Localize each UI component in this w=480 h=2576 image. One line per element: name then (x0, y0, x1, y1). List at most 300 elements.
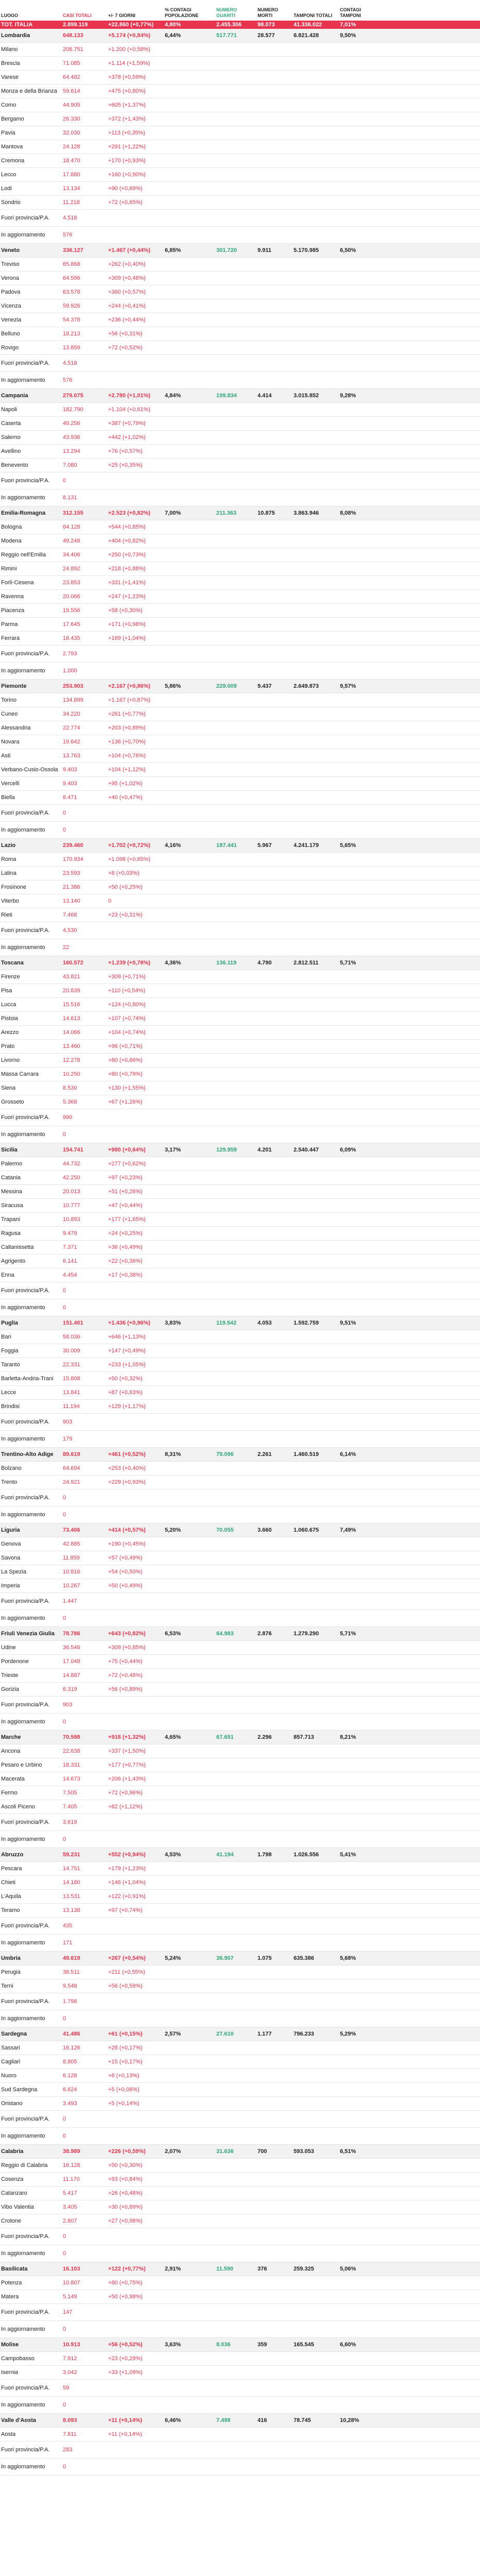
region-cases: 253.903 (62, 680, 107, 693)
table-cell (374, 1800, 409, 1814)
table-cell (164, 341, 215, 355)
table-cell (409, 2173, 480, 2187)
table-cell (164, 1241, 215, 1255)
table-cell (409, 2442, 480, 2459)
province-row (0, 1641, 480, 1655)
table-cell (215, 1095, 256, 1109)
region-row[interactable] (0, 1627, 480, 1641)
table-cell (339, 1026, 374, 1040)
table-cell (256, 805, 293, 822)
table-cell (374, 632, 409, 646)
province-row (0, 140, 480, 154)
province-name: Foggia (0, 1344, 62, 1358)
table-cell (256, 1904, 293, 1918)
province-cases: 208.751 (62, 43, 107, 57)
province-delta: +146 (+1,04%) (107, 1876, 164, 1890)
region-tamponi: 1.279.290 (293, 1627, 339, 1641)
table-cell (339, 998, 374, 1012)
table-cell (256, 1890, 293, 1904)
table-cell (256, 1683, 293, 1697)
table-cell (409, 112, 480, 126)
province-row (0, 459, 480, 472)
table-cell (293, 562, 339, 576)
region-guariti: 36.907 (215, 1952, 256, 1965)
province-name: Sondrio (0, 196, 62, 210)
province-row (0, 939, 480, 956)
table-cell (164, 258, 215, 272)
table-cell (374, 548, 409, 562)
table-cell (164, 632, 215, 646)
table-cell (256, 1876, 293, 1890)
table-cell (164, 154, 215, 168)
table-cell (256, 1565, 293, 1579)
table-cell (374, 506, 409, 520)
table-cell (256, 1462, 293, 1476)
region-ratio: 8,21% (339, 1731, 374, 1744)
province-cases: 17.048 (62, 1655, 107, 1669)
table-cell (293, 1683, 339, 1697)
table-cell (215, 1772, 256, 1786)
table-cell (256, 1800, 293, 1814)
table-cell (409, 1227, 480, 1241)
province-delta: +250 (+0,73%) (107, 548, 164, 562)
province-cases: 13.859 (62, 341, 107, 355)
table-cell (215, 2041, 256, 2055)
table-cell (256, 196, 293, 210)
table-cell (409, 327, 480, 341)
province-cases: 9.403 (62, 777, 107, 791)
province-delta (107, 2304, 164, 2321)
province-row (0, 2010, 480, 2027)
table-cell (409, 489, 480, 506)
table-cell (293, 1918, 339, 1935)
province-row (0, 489, 480, 506)
province-delta: +8 (+0,03%) (107, 867, 164, 880)
province-name: Avellino (0, 445, 62, 459)
region-cases: 16.103 (62, 2262, 107, 2276)
table-cell (293, 2111, 339, 2128)
table-cell (215, 880, 256, 894)
table-cell (215, 1993, 256, 2010)
total-tamponi: 41.336.022 (293, 21, 339, 29)
table-cell (339, 939, 374, 956)
region-cases: 89.619 (62, 1448, 107, 1462)
province-delta: +28 (+0,17%) (107, 2041, 164, 2055)
table-cell (339, 1067, 374, 1081)
table-cell (339, 1935, 374, 1952)
table-cell (339, 1683, 374, 1697)
table-cell (164, 1012, 215, 1026)
table-cell (374, 970, 409, 984)
table-cell (374, 71, 409, 84)
table-cell (374, 2414, 409, 2428)
total-cases: 2.899.119 (62, 21, 107, 29)
table-cell (339, 2200, 374, 2214)
table-cell (339, 777, 374, 791)
region-deceduti: 3.660 (256, 1523, 293, 1537)
table-cell (293, 196, 339, 210)
province-delta: +177 (+0,77%) (107, 1758, 164, 1772)
province-cases: 7.912 (62, 2352, 107, 2366)
province-delta (107, 1993, 164, 2010)
table-cell (339, 1157, 374, 1171)
region-cases: 160.572 (62, 956, 107, 970)
table-cell (409, 1040, 480, 1054)
province-row (0, 646, 480, 663)
province-row (0, 2321, 480, 2338)
table-cell (409, 646, 480, 663)
province-name: In aggiornamento (0, 227, 62, 244)
region-row[interactable] (0, 244, 480, 258)
province-row (0, 1744, 480, 1758)
table-cell (409, 2128, 480, 2145)
table-cell (164, 2459, 215, 2476)
province-delta (107, 1414, 164, 1431)
table-cell (256, 1241, 293, 1255)
table-cell (374, 126, 409, 140)
province-row (0, 894, 480, 908)
province-cases: 13.763 (62, 749, 107, 763)
province-delta: +170 (+0,93%) (107, 154, 164, 168)
region-row[interactable] (0, 2414, 480, 2428)
table-cell (256, 576, 293, 590)
table-cell (339, 2214, 374, 2228)
region-row[interactable] (0, 1731, 480, 1744)
province-name: Reggio di Calabria (0, 2159, 62, 2173)
table-cell (293, 431, 339, 445)
table-cell (409, 1386, 480, 1400)
province-name: Fuori provincia/P.A. (0, 1918, 62, 1935)
table-cell (374, 1372, 409, 1386)
region-row[interactable] (0, 1523, 480, 1537)
table-cell (409, 805, 480, 822)
region-deceduti: 4.790 (256, 956, 293, 970)
province-delta: +147 (+0,49%) (107, 1344, 164, 1358)
table-cell (374, 663, 409, 680)
table-cell (215, 1862, 256, 1876)
province-cases: 21.386 (62, 880, 107, 894)
region-delta: +1.702 (+0,72%) (107, 839, 164, 853)
table-cell (409, 1655, 480, 1669)
table-cell (339, 341, 374, 355)
province-row (0, 590, 480, 604)
province-cases: 20.839 (62, 984, 107, 998)
region-row[interactable] (0, 389, 480, 403)
table-cell (256, 1965, 293, 1979)
table-cell (409, 1241, 480, 1255)
province-delta: +17 (+0,38%) (107, 1268, 164, 1282)
table-cell (215, 126, 256, 140)
province-row (0, 313, 480, 327)
region-guariti: 199.834 (215, 389, 256, 403)
province-delta: +76 (+0,57%) (107, 445, 164, 459)
table-cell (256, 1641, 293, 1655)
province-name: Rimini (0, 562, 62, 576)
region-deceduti: 359 (256, 2338, 293, 2352)
province-row (0, 1227, 480, 1241)
province-name: Verbano-Cusio-Ossola (0, 763, 62, 777)
region-row[interactable] (0, 29, 480, 43)
region-row[interactable] (0, 1448, 480, 1462)
table-cell (339, 618, 374, 632)
province-cases: 1.798 (62, 1993, 107, 2010)
region-row[interactable] (0, 956, 480, 970)
region-row[interactable] (0, 1952, 480, 1965)
table-cell (215, 2128, 256, 2145)
table-cell (256, 1593, 293, 1610)
region-name: Piemonte (0, 680, 62, 693)
table-cell (164, 1171, 215, 1185)
header-tamponi[interactable]: TAMPONI TOTALI (294, 13, 332, 18)
province-cases: 1.447 (62, 1593, 107, 1610)
table-cell (409, 403, 480, 417)
province-row (0, 327, 480, 341)
table-cell (256, 2442, 293, 2459)
province-cases: 0 (62, 1831, 107, 1848)
region-name: Valle d'Aosta (0, 2414, 62, 2428)
province-name: Massa Carrara (0, 1067, 62, 1081)
province-delta: +56 (+0,31%) (107, 327, 164, 341)
table-cell (374, 590, 409, 604)
region-row[interactable] (0, 680, 480, 693)
province-cases: 59.614 (62, 84, 107, 98)
table-cell (374, 1565, 409, 1579)
province-name: Bolzano (0, 1462, 62, 1476)
table-cell (164, 489, 215, 506)
region-delta: +5.174 (+0,84%) (107, 29, 164, 43)
province-name: Fuori provincia/P.A. (0, 1109, 62, 1126)
table-cell (409, 126, 480, 140)
table-cell (164, 1890, 215, 1904)
province-name: Napoli (0, 403, 62, 417)
province-delta: +56 (+0,89%) (107, 1683, 164, 1697)
table-cell (409, 2380, 480, 2397)
header-casi-totali[interactable]: CASI TOTALI (63, 13, 92, 18)
region-row[interactable] (0, 506, 480, 520)
region-deceduti: 2.296 (256, 1731, 293, 1744)
province-name: Piacenza (0, 604, 62, 618)
province-delta: +95 (+1,02%) (107, 777, 164, 791)
province-cases: 44.905 (62, 98, 107, 112)
table-cell (374, 1126, 409, 1143)
table-cell (374, 1627, 409, 1641)
table-cell (164, 84, 215, 98)
province-cases: 13.841 (62, 1386, 107, 1400)
table-cell (339, 2097, 374, 2111)
province-row (0, 43, 480, 57)
table-cell (164, 721, 215, 735)
region-ratio: 5,29% (339, 2027, 374, 2041)
table-cell (256, 2459, 293, 2476)
region-deceduti: 700 (256, 2145, 293, 2159)
header-pct[interactable]: % CONTAGI POPOLAZIONE (165, 7, 199, 18)
table-cell (164, 1462, 215, 1476)
province-name: Ferrara (0, 632, 62, 646)
region-pct: 6,46% (164, 2414, 215, 2428)
table-cell (339, 1551, 374, 1565)
province-delta: +171 (+0,98%) (107, 618, 164, 632)
table-cell (293, 417, 339, 431)
table-cell (164, 285, 215, 299)
province-name: Padova (0, 285, 62, 299)
region-delta: +1.436 (+0,96%) (107, 1316, 164, 1330)
region-row[interactable] (0, 2027, 480, 2041)
table-cell (339, 1489, 374, 1506)
table-cell (339, 1268, 374, 1282)
province-row (0, 182, 480, 196)
table-cell (339, 84, 374, 98)
region-row[interactable] (0, 2262, 480, 2276)
table-cell (374, 1683, 409, 1697)
province-delta: +23 (+0,29%) (107, 2352, 164, 2366)
table-cell (256, 1786, 293, 1800)
table-cell (339, 1714, 374, 1731)
province-row (0, 1095, 480, 1109)
province-row (0, 604, 480, 618)
table-cell (409, 1330, 480, 1344)
table-cell (215, 1185, 256, 1199)
table-cell (409, 1143, 480, 1157)
province-name: Varese (0, 71, 62, 84)
province-row (0, 805, 480, 822)
province-cases: 0 (62, 2128, 107, 2145)
province-cases: 15.516 (62, 998, 107, 1012)
table-cell (339, 1965, 374, 1979)
table-cell (409, 1551, 480, 1565)
table-cell (164, 618, 215, 632)
table-cell (293, 632, 339, 646)
province-delta: +544 (+0,85%) (107, 520, 164, 534)
table-cell (256, 168, 293, 182)
region-row[interactable] (0, 2338, 480, 2352)
province-name: Fuori provincia/P.A. (0, 2380, 62, 2397)
header-luogo[interactable]: LUOGO (1, 13, 18, 18)
region-row[interactable] (0, 2145, 480, 2159)
province-row (0, 1890, 480, 1904)
province-delta: +58 (+0,30%) (107, 604, 164, 618)
region-guariti: 67.651 (215, 1731, 256, 1744)
table-cell (256, 140, 293, 154)
region-tamponi: 796.233 (293, 2027, 339, 2041)
table-cell (409, 1157, 480, 1171)
table-cell (215, 1268, 256, 1282)
table-cell (256, 210, 293, 227)
table-cell (256, 590, 293, 604)
province-cases: 20.066 (62, 590, 107, 604)
table-cell (256, 2290, 293, 2304)
province-row (0, 1199, 480, 1213)
table-cell (256, 98, 293, 112)
table-cell (293, 1814, 339, 1831)
province-name: In aggiornamento (0, 2010, 62, 2027)
province-name: In aggiornamento (0, 2128, 62, 2145)
table-cell (374, 372, 409, 389)
province-row (0, 1697, 480, 1714)
table-cell (374, 693, 409, 707)
province-row (0, 1462, 480, 1476)
table-cell (293, 140, 339, 154)
table-cell (164, 867, 215, 880)
table-cell (374, 1831, 409, 1848)
province-name: In aggiornamento (0, 2397, 62, 2414)
table-cell (339, 2276, 374, 2290)
table-cell (164, 1081, 215, 1095)
header-deceduti[interactable]: NUMERO MORTI (258, 7, 278, 18)
table-cell (215, 2111, 256, 2128)
province-row (0, 2214, 480, 2228)
table-cell (339, 1372, 374, 1386)
table-cell (215, 2097, 256, 2111)
province-name: Ancona (0, 1744, 62, 1758)
table-cell (339, 417, 374, 431)
table-cell (339, 1655, 374, 1669)
region-row[interactable] (0, 1143, 480, 1157)
table-cell (215, 1744, 256, 1758)
province-cases: 49.256 (62, 417, 107, 431)
table-cell (293, 805, 339, 822)
region-name: Basilicata (0, 2262, 62, 2276)
table-cell (256, 1282, 293, 1299)
table-cell (339, 2304, 374, 2321)
province-name: Alessandria (0, 721, 62, 735)
region-row[interactable] (0, 839, 480, 853)
table-cell (215, 2352, 256, 2366)
province-delta: +291 (+1,22%) (107, 140, 164, 154)
province-name: Barletta-Andria-Trani (0, 1372, 62, 1386)
table-cell (339, 548, 374, 562)
region-tamponi: 5.170.985 (293, 244, 339, 258)
table-cell (293, 1012, 339, 1026)
header-guariti[interactable]: NUMERO GUARITI (216, 7, 237, 18)
table-cell (374, 1448, 409, 1462)
region-pct: 4,84% (164, 389, 215, 403)
region-delta: +1.239 (+0,78%) (107, 956, 164, 970)
table-cell (164, 1344, 215, 1358)
province-name: Catania (0, 1171, 62, 1185)
header-delta[interactable]: +/- 7 GIORNI (108, 13, 135, 18)
header-contagi[interactable]: CONTAGI TAMPONI (340, 7, 361, 18)
table-cell (339, 1537, 374, 1551)
province-row (0, 341, 480, 355)
table-cell (409, 791, 480, 805)
region-guariti: 41.194 (215, 1848, 256, 1862)
table-cell (409, 2245, 480, 2262)
table-cell (409, 472, 480, 489)
table-cell (256, 2069, 293, 2083)
table-cell (374, 1462, 409, 1476)
province-cases: 49.248 (62, 534, 107, 548)
table-cell (374, 84, 409, 98)
table-cell (293, 403, 339, 417)
region-row[interactable] (0, 1316, 480, 1330)
province-cases: 16.128 (62, 2159, 107, 2173)
province-cases: 179 (62, 1431, 107, 1448)
region-row[interactable] (0, 1848, 480, 1862)
table-cell (164, 1579, 215, 1593)
province-cases: 6.319 (62, 1683, 107, 1697)
province-name: In aggiornamento (0, 2245, 62, 2262)
province-row (0, 210, 480, 227)
province-row (0, 1800, 480, 1814)
table-cell (374, 472, 409, 489)
province-delta: +475 (+0,80%) (107, 84, 164, 98)
table-cell (215, 939, 256, 956)
province-cases: 14.673 (62, 1772, 107, 1786)
table-cell (256, 998, 293, 1012)
province-delta: +80 (+0,75%) (107, 2276, 164, 2290)
table-cell (293, 618, 339, 632)
table-cell (374, 417, 409, 431)
